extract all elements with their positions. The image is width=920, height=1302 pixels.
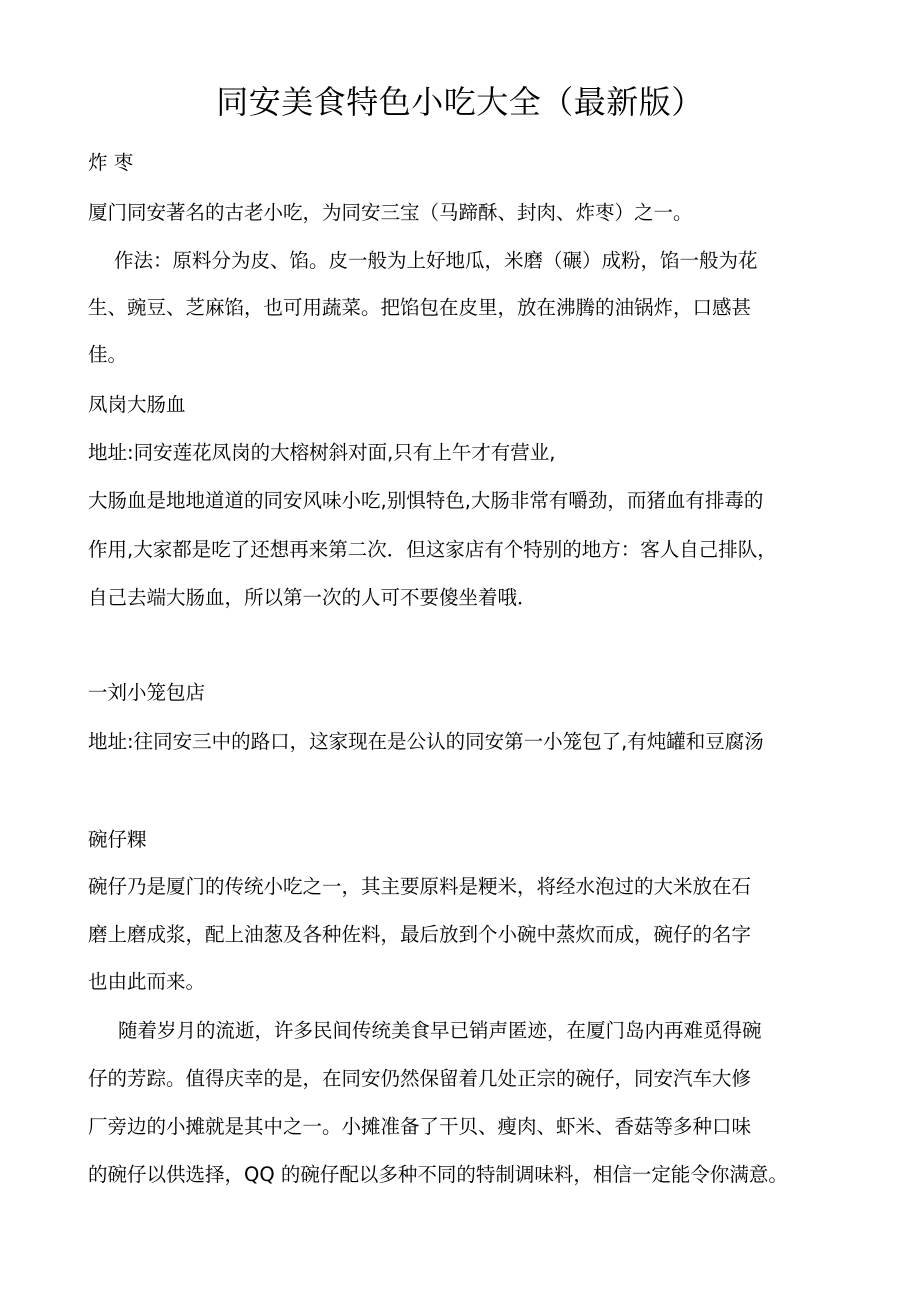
paragraph-line: 厦门同安著名的古老小吃，为同安三宝（马蹄酥、封肉、炸枣）之一。 (88, 201, 693, 224)
paragraph-line: 大肠血是地地道道的同安风味小吃,别惧特色,大肠非常有嚼劲，而猪血有排毒的 (88, 489, 764, 512)
paragraph-line: 作法：原料分为皮、馅。皮一般为上好地瓜，米磨（碾）成粉，馅一般为花 (114, 249, 758, 272)
paragraph-line: 的碗仔以供选择，QQ 的碗仔配以多种不同的特制调味料，相信一定能令你满意。 (88, 1163, 788, 1186)
paragraph-line: 生、豌豆、芝麻馅，也可用蔬菜。把馅包在皮里，放在沸腾的油锅炸，口感甚 (88, 296, 752, 319)
heading-wanzaiguo: 碗仔粿 (88, 828, 147, 851)
address-line: 地址:往同安三中的路口，这家现在是公认的同安第一小笼包了,有炖罐和豆腐汤 (88, 730, 764, 753)
paragraph-line: 随着岁月的流逝，许多民间传统美食早已销声匿迹，在厦门岛内再难觅得碗 (118, 1019, 762, 1042)
paragraph-line: 厂旁边的小摊就是其中之一。小摊准备了干贝、瘦肉、虾米、香菇等多种口味 (88, 1115, 752, 1138)
address-line: 地址:同安莲花凤岗的大榕树斜对面,只有上午才有营业, (88, 441, 556, 464)
paragraph-line: 仔的芳踪。值得庆幸的是，在同安仍然保留着几处正宗的碗仔，同安汽车大修 (88, 1067, 752, 1090)
paragraph-line: 自己去端大肠血，所以第一次的人可不要傻坐着哦． (88, 586, 537, 609)
paragraph-line: 磨上磨成浆，配上油葱及各种佐料，最后放到个小碗中蒸炊而成，碗仔的名字 (88, 923, 752, 946)
heading-fenggang-dachangxue: 凤岗大肠血 (88, 393, 186, 416)
document-title: 同安美食特色小吃大全（最新版） (216, 83, 704, 121)
paragraph-line: 作用,大家都是吃了还想再来第二次．但这家店有个特别的地方：客人自己排队， (88, 538, 777, 561)
paragraph-line: 佳。 (88, 343, 128, 366)
heading-liu-xiaolongbao: 一刘小笼包店 (88, 681, 206, 704)
paragraph-line: 碗仔乃是厦门的传统小吃之一，其主要原料是粳米，将经水泡过的大米放在石 (88, 875, 752, 898)
paragraph-line: 也由此而来。 (88, 970, 206, 993)
heading-zha-zao: 炸 枣 (88, 151, 134, 174)
